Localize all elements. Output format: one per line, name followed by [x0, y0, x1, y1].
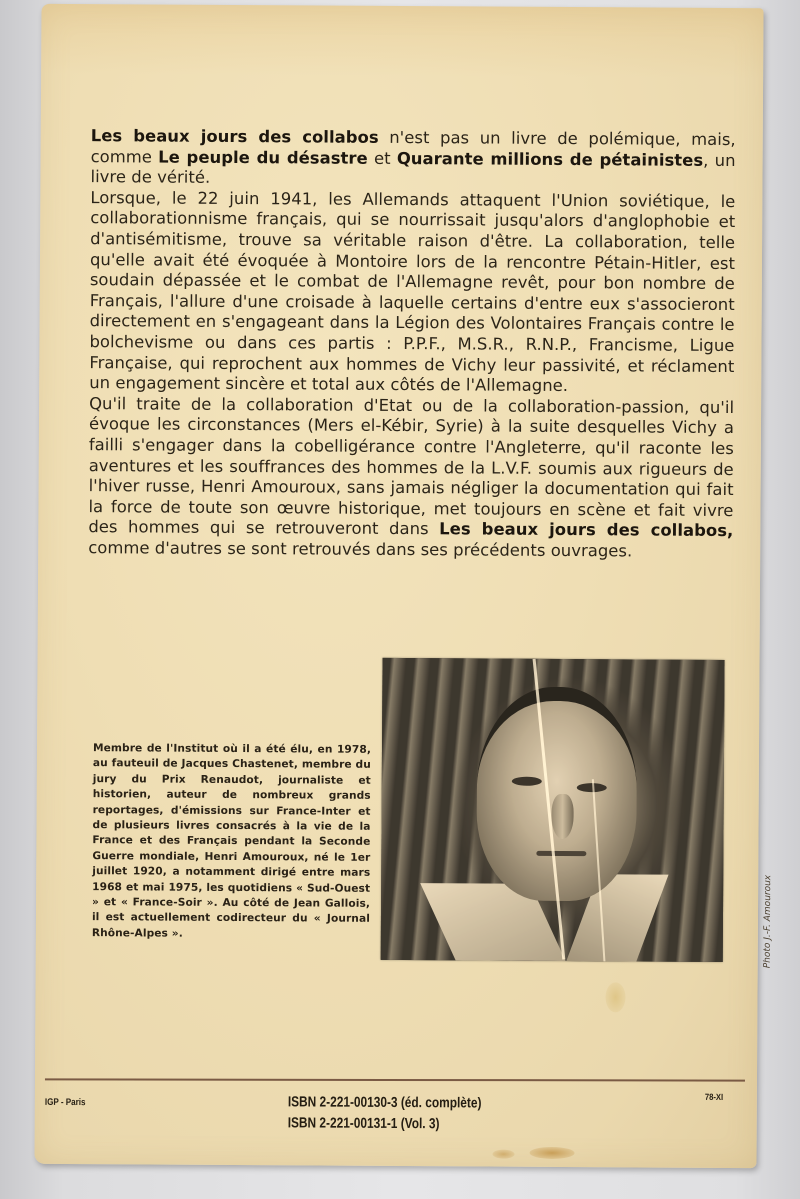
summary-paragraph-3 — [88, 394, 734, 563]
paper-stain — [530, 1147, 575, 1159]
summary-text-span: Qu'il traite de la collaboration d'Etat ou de la collaboration-passion, qu'il évoque les circonstances (Mers el-Kébir, Syrie) à la suite desquelles Vichy a failli s'engager dans la cobelligérance contre l'Angleterre, qu'il raconte les aventures et les souffrances des hommes de la L.V.F. soumis aux rigueurs de l'hiver russe, Henri Amouroux, sans jamais négliger la documentation qui fait la force de toute son œuvre historique, met toujours en scène et fait vivre des hommes qui se retrouveront dans — [88, 393, 735, 539]
related-title-2: Quarante millions de pétainistes — [396, 148, 704, 170]
paper-stain — [493, 1150, 515, 1159]
summary-text-span: et — [367, 148, 397, 168]
photo-credit: Photo J.-F. Amouroux — [762, 874, 774, 969]
isbn-complete: ISBN 2-221-00130-3 (éd. complète) — [287, 1094, 482, 1112]
print-code: 78-XI — [704, 1091, 724, 1102]
related-title-1: Le peuple du désastre — [158, 147, 368, 168]
author-photo — [381, 658, 725, 962]
author-bio: Membre de l'Institut où il a été élu, en 1978, au fauteuil de Jacques Chastenet, membre du jury du Prix Renaudot, journaliste et historien, auteur de nombreux grands reportages, d'émissions sur France-Inter et de plusieurs livres consacrés à la vie de la France et des Français pendant la Seconde Guerre mondiale, Henri Amouroux, né le 1er juillet 1920, a notamment dirigé entre mars 1968 et mai 1975, les quotidiens « Sud-Ouest » et « France-Soir ». Au côté de Jean Gallois, il est actuellement codirecteur du « Journal Rhône-Alpes ». — [91, 742, 372, 940]
summary-text-span: comme d'autres se sont retrouvés dans ses précédents ouvrages. — [88, 537, 633, 561]
cover-shading — [41, 4, 763, 78]
footer-divider — [45, 1078, 745, 1081]
summary-paragraph-2: Lorsque, le 22 juin 1941, les Allemands attaquent l'Union soviétique, le collaborationnisme français, qui se nourrissait jusqu'alors d'anglophobie et d'antisémitisme, trouve sa véritable raison d'être. La collaboration, telle qu'elle avait été évoquée à Montoire lors de la rencontre Pétain-Hitler, est soudain dépassée et le combat de l'Allemagne revêt, pour bon nombre de Français, l'allure d'une croisade à laquelle certains d'entre eux s'associeront directement en s'engageant dans la Légion des Volontaires Français contre le bolchevisme ou dans ces partis : P.P.F., M.S.R., R.N.P., Francisme, Ligue Française, qui reprochent aux hommes de Vichy leur passivité, et réclament un engagement sincère et total aux côtés de l'Allemagne. — [89, 187, 736, 396]
photo-eye — [512, 777, 542, 786]
printer-name: IGP - Paris — [44, 1096, 86, 1109]
book-back-cover — [34, 4, 774, 1168]
isbn-block — [288, 1092, 482, 1135]
isbn-volume: ISBN 2-221-00131-1 (Vol. 3) — [287, 1115, 440, 1133]
photo-mouth — [536, 851, 586, 856]
paper-stain — [605, 982, 625, 1012]
book-title-repeat: Les beaux jours des collabos, — [439, 519, 734, 541]
summary-text-span: n'est pas un livre de polémique, mais, comme — [90, 127, 736, 167]
summary-paragraph-1 — [90, 126, 735, 192]
summary-text-span: , un livre de vérité. — [90, 150, 736, 188]
book-title: Les beaux jours des collabos — [90, 126, 379, 147]
summary-text — [88, 126, 736, 562]
